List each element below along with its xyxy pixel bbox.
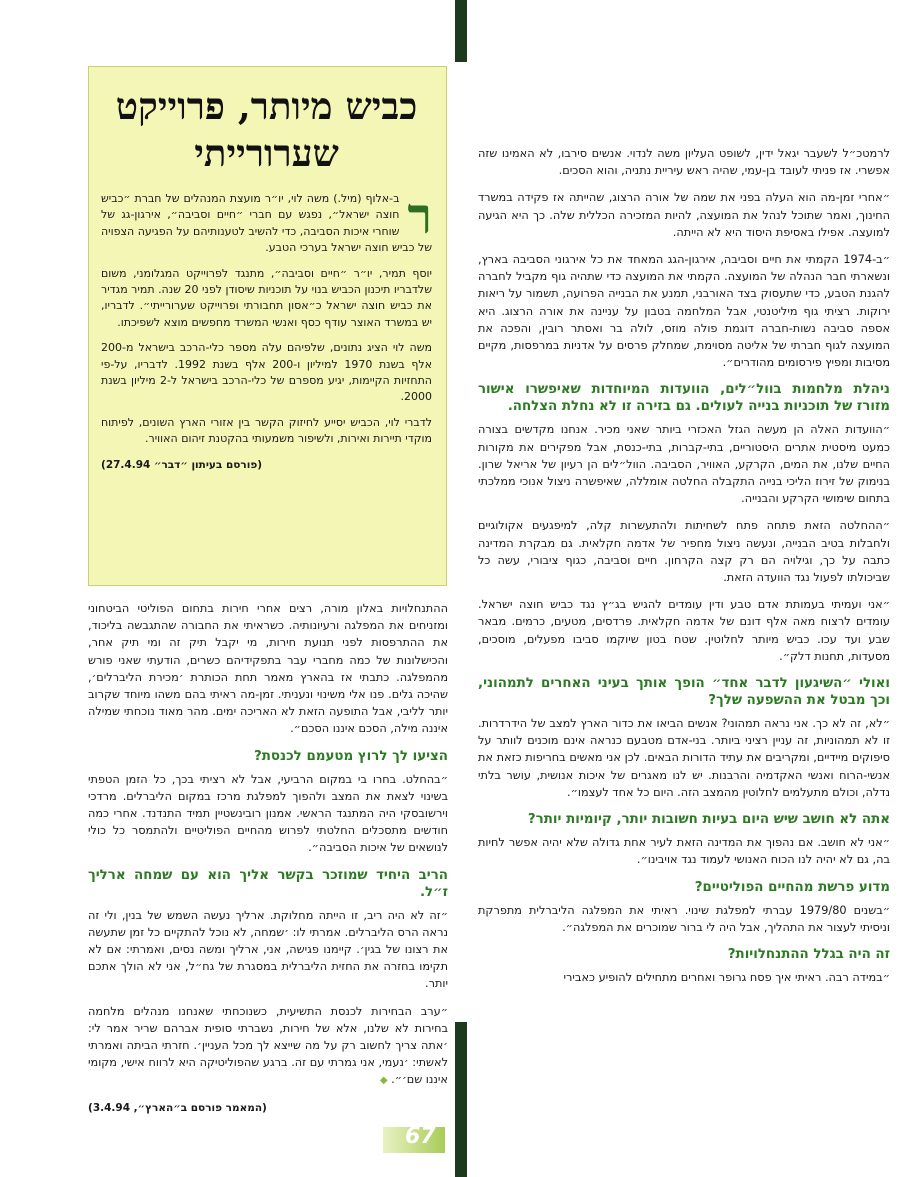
paragraph: ״בשנים 1979/80 עברתי למפלגת שינוי. ראיתי את המפלגה הליברלית מתפרקת וניסיתי לעצור את התהליך, אבל היה לי ברור שמוכרים את המפלגה״. [478,903,891,934]
paragraph: ״ההחלטה הזאת פתחה פתח לשחיתות ולהתעשרות קלה, למיפגעים אקולוגיים ולחבלות בטיב הבנייה, ונעשה ניצול מחפיר של אדמה חקלאית. גם מבקרת המדינה כתבה על כך, וגילויה הם רק קצה הקרחון. חיים וסביבה, כגוף ציבורי, עשה כל שביכולתו לפעול נגד הוועדה הזאת. [478,519,890,585]
question-heading: הריב היחיד שמוזכר בקשר אליך הוא עם שמחה ארליך ז״ל. [88,867,448,900]
sidebar-body [101,186,432,473]
question-heading: אתה לא חושב שיש היום בעיות חשובות יותר, קיומיות יותר? [527,812,890,828]
paragraph: ״זה לא היה ריב, זו הייתה מחלוקת. ארליך נעשה השמש של בנין, ולי זה נראה הרס הליברלים. אמרתי לו: ׳שמחה, לא נוכל להתקיים כל זמן שתעשה את רצונו של בגין׳. קיימנו פגישה, אני, ארליך ומשה נסים, ואמרתי: אם לא תקימו בחזרה את החזית הליברלית במסגרת של גח״ל, אני לא הולך אתכם יותר. [88,908,448,991]
article-source: (המאמר פורסם ב״הארץ״, 3.4.94) [88,1101,267,1114]
paragraph: ״אני לא חושב. אם נהפוך את המדינה הזאת לעיר אחת גדולה שלא יהיה אפשר לחיות בה, גם לא יהיה לנו הכוח האנושי לעמוד נגד אויבינו״. [478,836,890,867]
paragraph: ״לא, זה לא כך. אני נראה תמהוני? אנשים הביאו את כדור הארץ למצב של הידרדרות. זו לא תמהוניות, זה עניין רציני ביותר. בני-אדם מטבעם כנראה אינם מוכנים לוותר על סיפוקים מיידיים, ומקריבים את עתיד הדורות הבאים. לכן אני מאשים בחריפות כזאת את אנשי-הרוח ואנשי האקדמיה והרבנות. יש לנו מאגרים של איכות אנושית, עושר בלתי נדלה, וכולם מתעלמים לחלוטין מהמצב הזה. היום כל אחד לעצמו״. [478,717,890,799]
sidebar-title: כביש מיותר, פרוייקט שערורייתי [115,84,418,175]
paragraph: ״ערב הבחירות לכנסת התשיעית, כשנוכחתי שאנחנו מנהלים מלחמה בחירות לא שלנו, אלא של חירות, נשברתי סופית אברהם שריר אמר לי: ׳אתה צריך לחשוב רק על מה שייצא לך מכל העניין׳. חזרתי הביתה ואמרתי לאשתי: ׳נעמי, אני גמרתי עם זה. ברגע שהפוליטיקה היא לרווח אישי, מקומי איננו שם׳״. ◆ [88,1004,448,1087]
paragraph: לרמטכ״ל לשעבר יגאל ידין, לשופט העליון משה לנדוי. אנשים סירבו, לא האמינו שזה אפשרי. אז פניתי לעובד בן-עמי, שהיה ראש עיריית נתניה, והוא הסכים. [478,147,890,178]
right-column [478,145,890,996]
question-heading: ניהלת מלחמות בוול״לים, הוועדות המיוחדות שאיפשרו אישור מזורז של תוכניות בנייה לעולים. גם בזירה זו לא נחלת הצלחה. [478,382,890,415]
sidebar-box [88,66,447,586]
paragraph: ״בהחלט. בחרו בי במקום הרביעי, אבל לא רציתי בכך, כל הזמן הטפתי בשינוי לצאת את המצב ולהפוך למפלגת מרכז במקום הליברלים. מרדכי וירשובסקי היה המתנגד הראשי. אמנון רובינשטיין תמיד התנדנד. אחרי כמה חודשים מתסכלים החלטתי לפרוש מהחיים הפוליטיים ולהתמסר כל כולי לנושאים של איכות הסביבה״. [88,772,448,855]
end-mark-icon: ◆ [379,1075,388,1087]
sidebar-source: (פורסם בעיתון ״דבר״ 27.4.94) [101,458,263,471]
drop-cap: ר [407,186,432,245]
paragraph: ״הוועדות האלה הן מעשה הגזל האכזרי ביותר שאני מכיר. אנחנו מקדשים בצורה כמעט מיסטית אתרים היסטוריים, בתי-קברות, בתי-כנסת, אבל מפקירים את מקורות החיים שלנו, את המים, הקרקע, האוויר, הסביבה. הוול״לים הן רעיון של אריאל שרון. בנימוק של זירוז הליכי בנייה התקבלה החלטה אומללה, שאיפשרה ניצול אנוכי ממלכתי בתחום שימושי הקרקע והבנייה. [478,423,890,506]
paragraph: ״במידה רבה. ראיתי איך פסח גרופר ואחרים מתחילים להופיע כאבירי [563,970,890,984]
question-heading: הציעו לך לרוץ מטעמם לכנסת? [254,748,448,764]
gutter-bar-bottom [455,1022,467,1177]
left-column [88,600,448,1117]
question-heading: זה היה בגלל ההתנחלויות? [727,946,890,962]
sidebar-paragraph: יוסף תמיר, יו״ר ״חיים וסביבה״, מתנגד לפרוייקט המגלומני, משום שלדבריו תיכנון הכביש בנוי על תוכניות שיסודן לפני 20 שנה. תמיר מגדיר את כביש חוצה ישראל כ״אסון תחבורתי ופרוייקט שערורייתי״. לדבריו, יש במשרד האוצר עודף כסף ואנשי המשרד מחפשים מוצא לשפיכתו. [101,266,432,329]
paragraph: ההתנחלויות באלון מורה, רצים אחרי חירות בתחום הפוליטי הביטחוני ומזניחים את המפלגה ורעיונותיה. כשראיתי את החבורה שהתגבשה בליכוד, את ההתרפסות לפני תנועת חירות, מי יקבל תיק זה ומי תיק אחר, והכישלונות של כמה מחברי עבר בתפקידיהם כשרים, הודעתי שאני פורש מהמפלגה. כתבתי אז בהארץ מאמר תחת הכותרת ׳מכירת הליברלים׳, שהיכה גלים. פנו אלי משינוי ונעניתי. זמן-מה ראיתי בהם משהו מיוחד שקרוב יותר לליבי, אבל התופעה הזאת לא האריכה ימים. מהר מאוד נוכחתי שמילה איננה מילה, הסכם איננו הסכם״. [88,602,448,736]
gutter-bar-top [455,0,467,62]
sidebar-paragraph: משה לוי הציג נתונים, שלפיהם עלה מספר כלי-הרכב בישראל מ-200 אלף בשנת 1970 למיליון ו-200 אלף בשנת 1992. לדבריו, על-פי התחזיות הקיימות, יגיע מספרם של כלי-הרכב בישראל ל-2 מיליון בשנת 2000. [101,341,432,404]
question-heading: ואולי ״השיגעון לדבר אחד״ הופך אותך בעיני האחרים לתמהוני, וכך מבטל את ההשפעה שלך? [478,676,890,709]
paragraph: ״ב-1974 הקמתי את חיים וסביבה, אירגון-הגג המאחד את כל אירגוני הסביבה בארץ, ונשארתי חבר הנהלה של המועצה. הקמתי את המועצה כדי שתהיה גוף מקביל לחברה להגנת הטבע, כדי שתעסוק בצד האורבני, תמנע את הבנייה הפרועה, תשמור על ריאות ירוקות. רציתי גוף מיליטנטי, אבל המלחמה בטבון על עניינה את אורה הרצוג. היא אספה סביבה נשות-חברה דוגמת פולה מוזס, לולה בר ואסתר רובין, והפכה את המועצה לגוף חברתי של אליטה מסוימת, שמחלק פרסים על אדניות במרפסות, מקיים מסיבות ומפיץ פירסומים מהודרים״. [478,253,890,370]
sidebar-paragraph: לדברי לוי, הכביש יסייע לחיזוק הקשר בין אזורי הארץ השונים, לפיתוח מוקדי תיירות ואירות, ולשיפור משמעותי בהקטנת זיהום האוויר. [101,415,432,446]
question-heading: מדוע פרשת מהחיים הפוליטיים? [694,879,890,895]
sidebar-paragraph: ר ב-אלוף (מיל.) משה לוי, יו״ר מועצת המנהלים של חברת ״כביש חוצה ישראל״, נפגש עם חברי ״חיים וסביבה״, אירגון-גג של שוחרי איכות הסביבה, כדי להשיב לטענותיהם על הפגיעה הצפויה של כביש חוצה ישראל בערכי הטבע. [101,186,432,255]
paragraph: ״אחרי זמן-מה הוא העלה בפני את שמה של אורה הרצוג, שהייתה אז פקידה במשרד החינוך, ואמר שתוכל לנהל את המועצה, להיות המזכירה הכללית שלה. כך היא הגיעה למועצה. אפילו באסיפת היסוד היא לא הייתה. [478,191,890,239]
page-number: 67 [405,1124,436,1149]
paragraph: ״אני ועמיתי בעמותת אדם טבע ודין עומדים להגיש בג״ץ נגד כביש חוצה ישראל. עומדים לרצוח מאה אלף דונם של אדמה חקלאית. פרדסים, מטעים, כרמים. מבאר שבע ועד עכו. כביש מיותר לחלוטין. שטח בטון שיוקמו סביבו מפעלים, מוסכים, מסעדות, תחנות דלק״. [478,598,890,663]
